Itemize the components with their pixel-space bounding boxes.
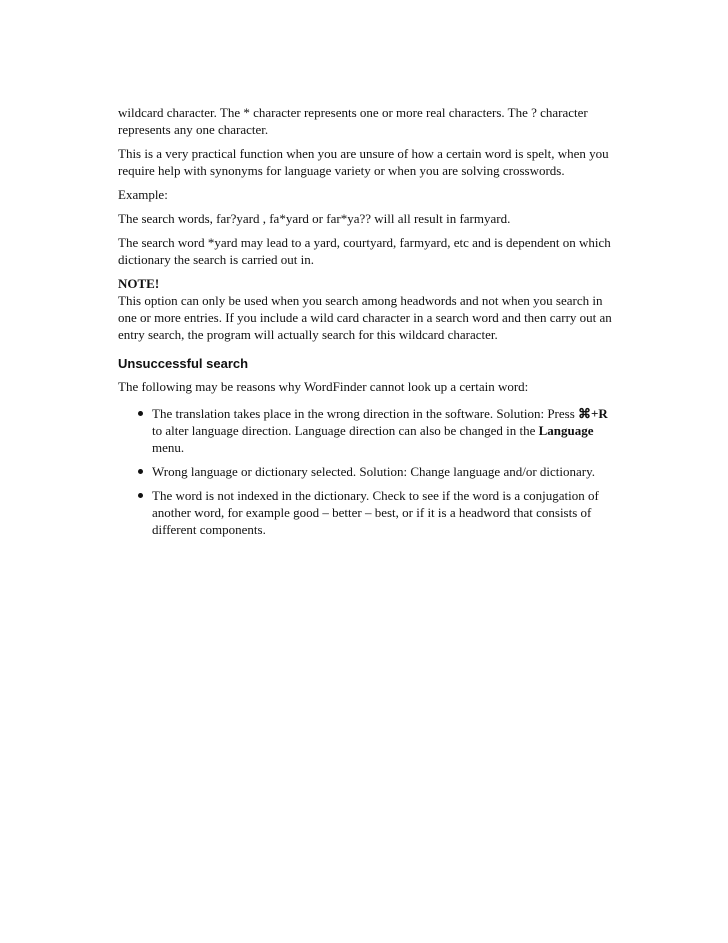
paragraph-practical-function: This is a very practical function when you are unsure of how a certain word is spelt, when you require help with synonyms for language variety or when you are solving crosswords. (118, 146, 609, 178)
shortcut-key: ⌘+R (578, 406, 608, 421)
section-heading: Unsuccessful search (118, 356, 249, 371)
list-item (118, 405, 612, 456)
document-page (118, 104, 612, 545)
list-item-text: Wrong language or dictionary selected. Solution: Change language and/or dictionary. (152, 464, 596, 479)
paragraph-example-label: Example: (118, 187, 168, 202)
list-item-text: The word is not indexed in the dictionary. Check to see if the word is a conjugation of another word, for example good – better – best, or if it is a headword that consists of different components. (152, 488, 599, 537)
language-menu-name: Language (538, 423, 594, 438)
reasons-list (118, 405, 612, 538)
list-item (118, 487, 612, 538)
list-item (118, 463, 612, 480)
note-label: NOTE! (118, 276, 160, 291)
list-item-text-part: menu. (152, 440, 185, 455)
section-intro: The following may be reasons why WordFinder cannot look up a certain word: (118, 379, 529, 394)
list-item-text-part: The translation takes place in the wrong direction in the software. Solution: Press (152, 406, 579, 421)
list-item-text-part: to alter language direction. Language direction can also be changed in the (152, 423, 539, 438)
note-block (118, 275, 612, 343)
note-text: This option can only be used when you search among headwords and not when you search in one or more entries. If you include a wild card character in a search word and then carry out an entry search, the program will actually search for this wildcard character. (118, 293, 612, 342)
bullet-icon (138, 493, 143, 498)
paragraph-wildcard-intro: wildcard character. The * character represents one or more real characters. The ? character represents any one character. (118, 105, 588, 137)
paragraph-example-search-words: The search words, far?yard , fa*yard or far*ya?? will all result in farmyard. (118, 211, 511, 226)
bullet-icon (138, 411, 143, 416)
bullet-icon (138, 469, 143, 474)
paragraph-example-yard: The search word *yard may lead to a yard, courtyard, farmyard, etc and is dependent on which dictionary the search is carried out in. (118, 235, 611, 267)
